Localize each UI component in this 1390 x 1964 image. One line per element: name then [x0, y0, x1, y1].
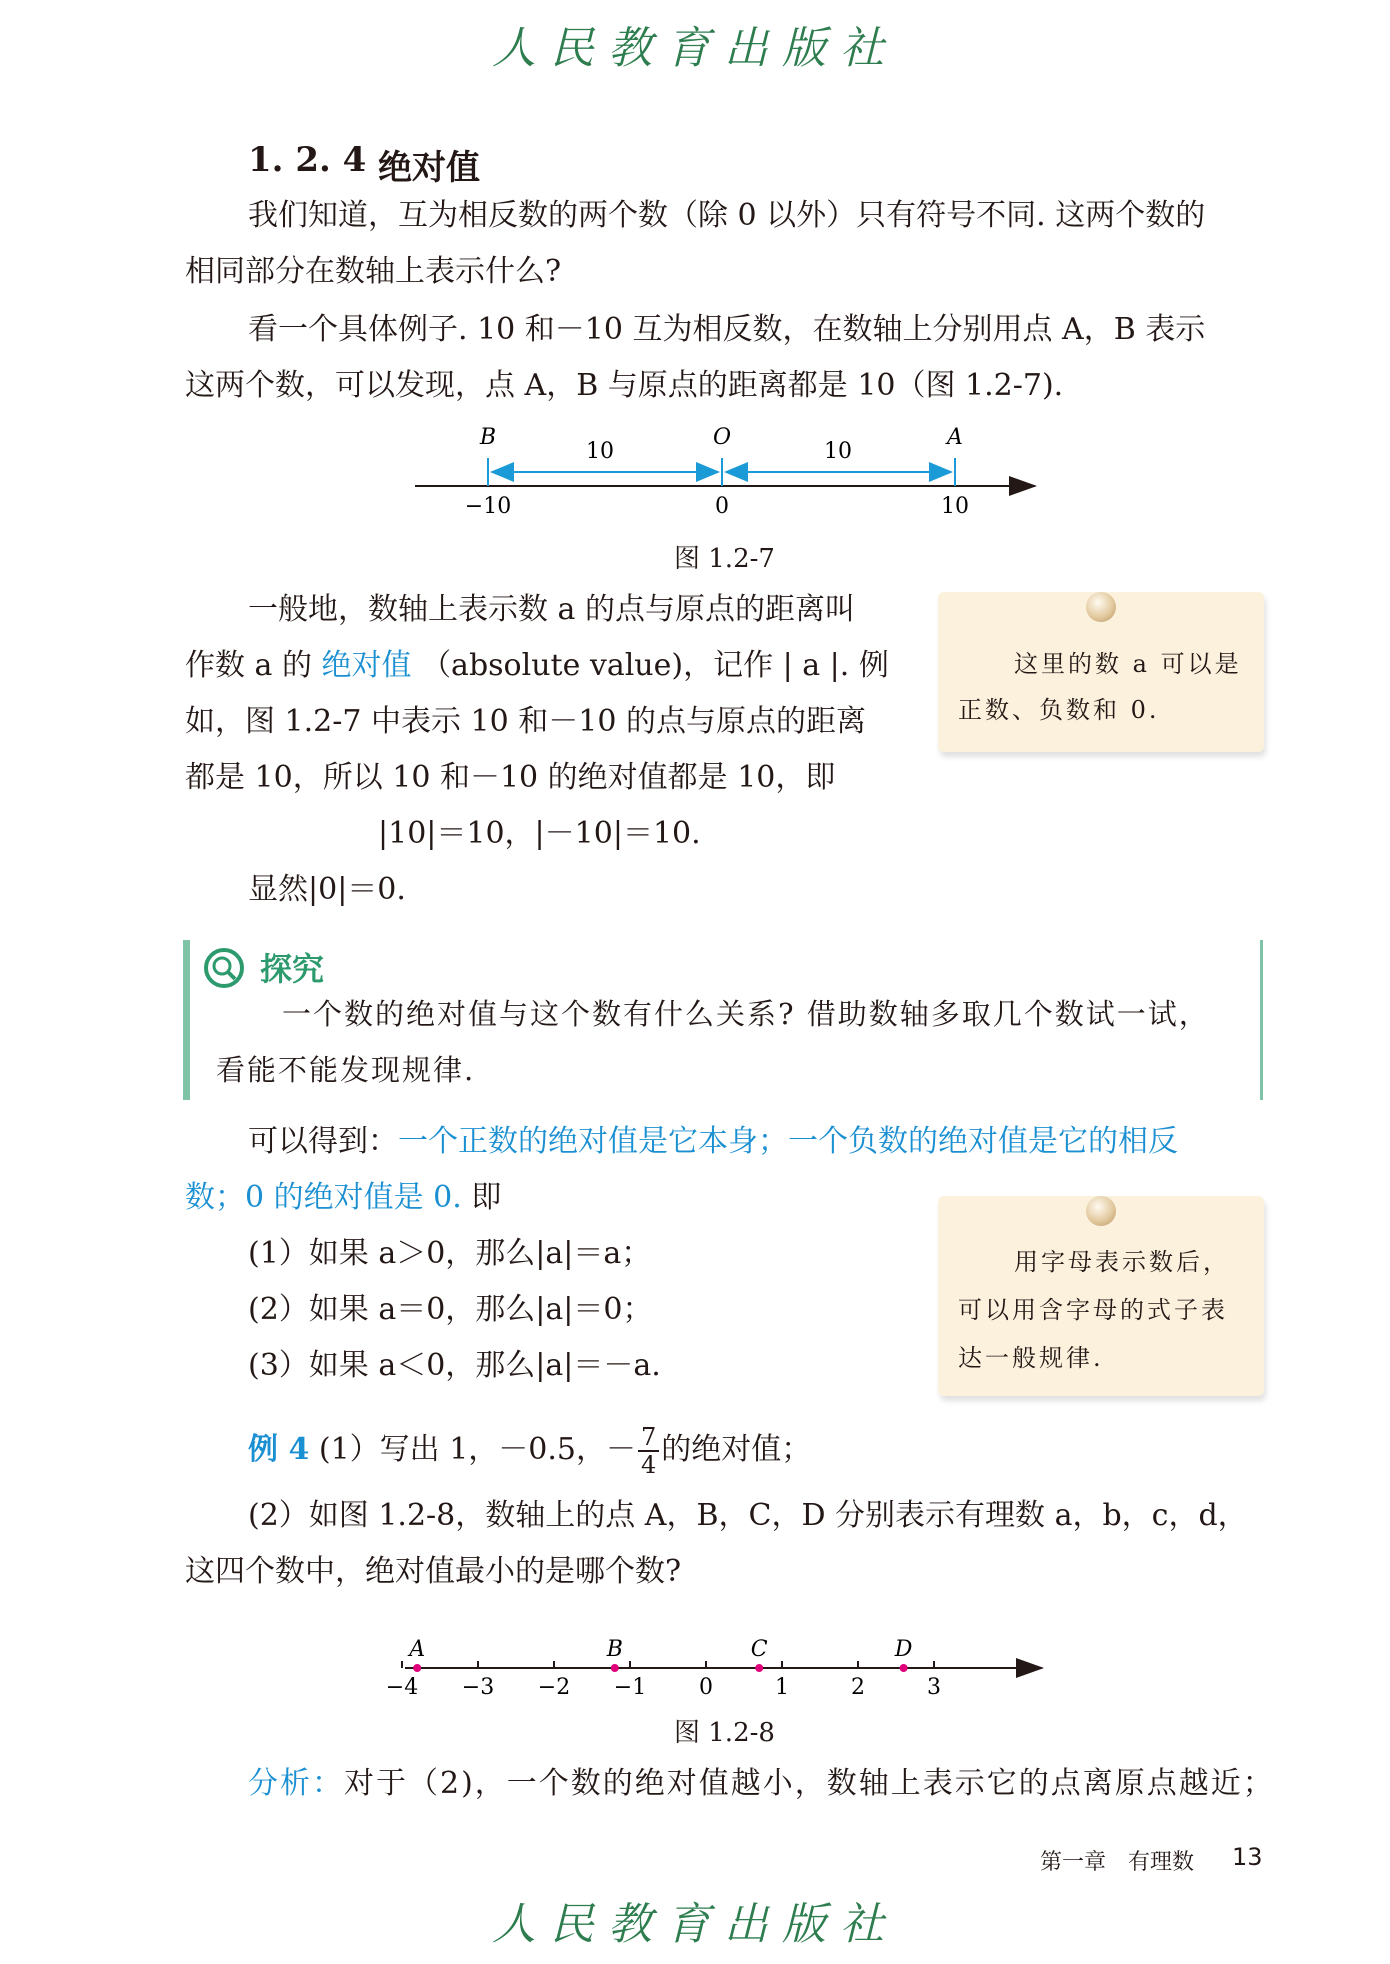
figure-1-2-7-caption: 图 1.2-7 [674, 544, 775, 574]
page-number: 13 [1232, 1843, 1263, 1871]
case-1: (1）如果 a＞0，那么|a|＝a； [248, 1236, 652, 1271]
note1-line1: 这里的数 a 可以是 [1014, 650, 1242, 678]
tick-label-neg10: −10 [464, 494, 512, 519]
para2-line2: 这两个数，可以发现，点 A，B 与原点的距离都是 10（图 1.2-7). [185, 368, 1064, 403]
point-label-a: A [409, 1637, 426, 1662]
para3-line2 [185, 648, 889, 684]
tick-label: 2 [851, 1675, 865, 1700]
point-a [413, 1664, 421, 1672]
example4-part1-start: (1）写出 1，－0.5，－ [318, 1432, 636, 1467]
result-highlight-2: 数；0 的绝对值是 0. [185, 1180, 462, 1215]
figure-1-2-8 [385, 1620, 1060, 1710]
side-note-1 [938, 592, 1264, 752]
point-d [900, 1664, 908, 1672]
example4-part2-line2: 这四个数中，绝对值最小的是哪个数? [185, 1554, 682, 1589]
note2-line3: 达一般规律. [958, 1344, 1104, 1372]
note2-line1: 用字母表示数后， [1014, 1248, 1230, 1276]
footer-chapter: 第一章 有理数 [1040, 1850, 1195, 1875]
formula-abs-10: |10|＝10，|－10|＝10. [378, 816, 701, 851]
label-b: B [479, 425, 497, 450]
publisher-footer: 人民教育出版社 [492, 1899, 898, 1950]
publisher-header: 人民教育出版社 [492, 23, 898, 74]
para1-line2: 相同部分在数轴上表示什么? [185, 254, 562, 289]
result-highlight-1: 一个正数的绝对值是它本身；一个负数的绝对值是它的相反 [398, 1124, 1178, 1159]
explore-right-bar [1260, 940, 1263, 1100]
fraction-seven-fourths [638, 1424, 659, 1478]
tick-label: −1 [613, 1675, 647, 1700]
point-label-d: D [894, 1637, 913, 1662]
term-absolute-value: 绝对值 [321, 648, 412, 683]
explore-left-bar [183, 940, 190, 1100]
para2-line1: 看一个具体例子. 10 和－10 互为相反数，在数轴上分别用点 A，B 表示 [248, 312, 1206, 347]
side-note-2 [938, 1196, 1264, 1396]
distance-right-label: 10 [824, 439, 852, 464]
example4-part1 [248, 1424, 811, 1478]
explore-icon [202, 946, 246, 990]
explore-line2: 看能不能发现规律. [216, 1053, 476, 1087]
tick-label: −4 [385, 1675, 419, 1700]
example4-part1-end: 的绝对值； [661, 1432, 812, 1467]
case-2: (2）如果 a＝0，那么|a|＝0； [248, 1292, 653, 1327]
note1-line2: 正数、负数和 0. [958, 696, 1160, 724]
para3-line3: 如，图 1.2-7 中表示 10 和－10 的点与原点的距离 [185, 704, 866, 739]
tick-label: −2 [537, 1675, 571, 1700]
result-line2 [185, 1180, 501, 1216]
para3-line4: 都是 10，所以 10 和－10 的绝对值都是 10，即 [185, 760, 836, 795]
tick-label-zero: 0 [715, 494, 729, 519]
figure-1-2-7 [400, 420, 1060, 535]
analysis-line [248, 1766, 1275, 1802]
pin-icon [1086, 592, 1116, 622]
point-c [755, 1664, 763, 1672]
point-b [611, 1664, 619, 1672]
fraction-denominator: 4 [641, 1451, 657, 1479]
tick-label: 0 [699, 1675, 713, 1700]
section-number: 1. 2. 4 [248, 140, 367, 180]
label-o: O [712, 425, 732, 450]
distance-left-label: 10 [586, 439, 614, 464]
note2-line2: 可以用含字母的式子表 [958, 1296, 1228, 1324]
analysis-text: 对于（2)，一个数的绝对值越小，数轴上表示它的点离原点越近； [344, 1766, 1275, 1801]
point-label-b: B [606, 1637, 623, 1662]
result-prefix: 可以得到： [248, 1124, 398, 1159]
fraction-numerator: 7 [638, 1424, 659, 1452]
result-suffix: 即 [461, 1180, 502, 1215]
para3-line2-start: 作数 a 的 [185, 648, 312, 683]
explore-title: 探究 [260, 950, 325, 988]
case-3: (3）如果 a＜0，那么|a|＝－a. [248, 1348, 661, 1383]
tick-label-pos10: 10 [941, 494, 969, 519]
section-title: 绝对值 [378, 148, 480, 188]
abs-zero-line: 显然|0|＝0. [248, 872, 406, 907]
tick-label: −3 [461, 1675, 495, 1700]
para1-line1: 我们知道，互为相反数的两个数（除 0 以外）只有符号不同. 这两个数的 [248, 198, 1206, 233]
analysis-label: 分析： [248, 1766, 344, 1801]
result-line1 [248, 1124, 1178, 1160]
point-label-c: C [750, 1637, 768, 1662]
tick-label: 1 [775, 1675, 789, 1700]
label-a: A [947, 425, 963, 450]
figure-1-2-8-caption: 图 1.2-8 [674, 1718, 775, 1748]
example4-part2-line1: (2）如图 1.2-8，数轴上的点 A，B，C，D 分别表示有理数 a，b，c，d， [248, 1498, 1248, 1533]
para3-line2-end: （absolute value)，记作 | a |. 例 [421, 648, 889, 683]
explore-line1: 一个数的绝对值与这个数有什么关系? 借助数轴多取几个数试一试， [282, 997, 1210, 1031]
pin-icon [1086, 1196, 1116, 1226]
tick-label: 3 [927, 1675, 941, 1700]
example4-label: 例 4 [248, 1432, 310, 1467]
para3-line1: 一般地，数轴上表示数 a 的点与原点的距离叫 [248, 592, 855, 627]
